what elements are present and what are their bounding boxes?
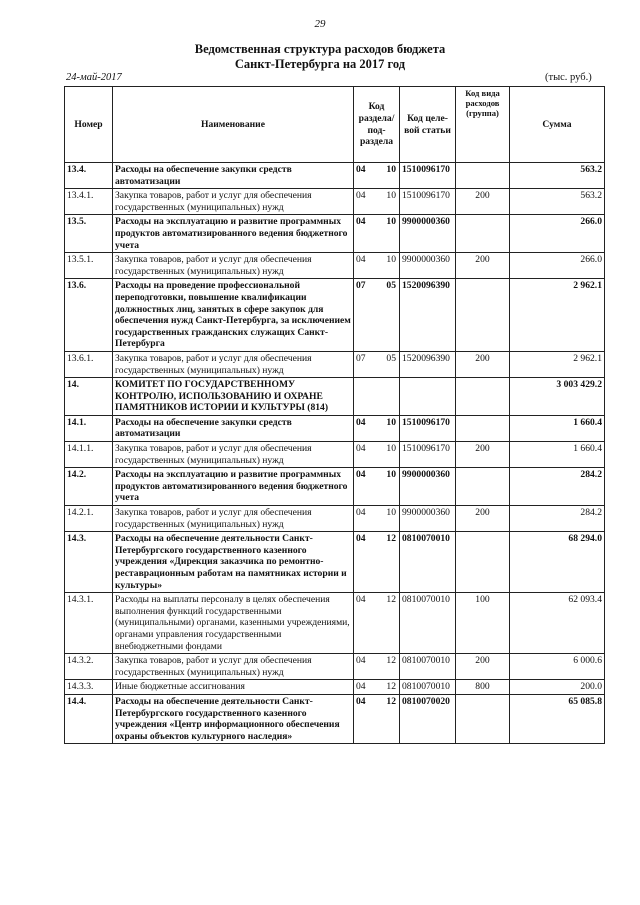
row-expense-group: 200 xyxy=(456,253,510,279)
row-target-code: 0810070020 xyxy=(400,694,456,743)
row-number: 13.5.1. xyxy=(65,253,113,279)
row-target-code: 1520096390 xyxy=(400,351,456,377)
subsection-code: 10 xyxy=(386,190,396,202)
subsection-code: 10 xyxy=(386,507,396,519)
section-code: 04 xyxy=(356,164,366,175)
section-code: 04 xyxy=(356,190,366,202)
table-header-row xyxy=(65,87,605,163)
subsection-code: 05 xyxy=(386,352,396,364)
row-name: Расходы на обеспечение закупки средств автоматизации xyxy=(113,163,354,189)
row-expense-group xyxy=(456,532,510,593)
row-sum: 200.0 xyxy=(510,680,605,695)
row-name: Закупка товаров, работ и услуг для обеспечения государственных (муниципальных) нужд xyxy=(113,442,354,468)
row-number: 13.4.1. xyxy=(65,189,113,215)
row-sum: 68 294.0 xyxy=(510,532,605,593)
table-row xyxy=(65,378,605,416)
row-sum: 2 962.1 xyxy=(510,351,605,377)
table-row xyxy=(65,654,605,680)
table-row xyxy=(65,468,605,506)
table-row xyxy=(65,442,605,468)
subsection-code: 12 xyxy=(386,695,396,707)
row-sum: 6 000.6 xyxy=(510,654,605,680)
row-number: 14.1. xyxy=(65,415,113,441)
row-name: Расходы на эксплуатацию и развитие программных продуктов автоматизированного ведения бюджетного учета xyxy=(113,468,354,506)
row-target-code: 9900000360 xyxy=(400,215,456,253)
row-sum: 284.2 xyxy=(510,468,605,506)
header-expense-group-code: Код вида расходов (группа) xyxy=(456,87,510,163)
table-row xyxy=(65,593,605,654)
row-target-code: 0810070010 xyxy=(400,654,456,680)
section-code: 07 xyxy=(356,352,366,364)
row-sum: 62 093.4 xyxy=(510,593,605,654)
row-section-code xyxy=(354,694,400,743)
row-expense-group: 800 xyxy=(456,680,510,695)
row-expense-group xyxy=(456,163,510,189)
row-name: Расходы на выплаты персоналу в целях обеспечения выполнения функций государственными (муниципальными) органами, казенными учреждениями, органами управления государственными внебюджетными фондами xyxy=(113,593,354,654)
subsection-code: 10 xyxy=(386,443,396,455)
row-name: Расходы на проведение профессиональной переподготовки, повышение квалификации должностных лиц, занятых в сфере закупок для обеспечения нужд Санкт-Петербурга, за исключением государственных гражданских служащих Санкт-Петербурга xyxy=(113,279,354,352)
table-row xyxy=(65,506,605,532)
row-expense-group xyxy=(456,215,510,253)
row-number: 14.3.1. xyxy=(65,593,113,654)
row-section-code xyxy=(354,532,400,593)
subsection-code: 12 xyxy=(386,594,396,606)
row-expense-group: 200 xyxy=(456,189,510,215)
units-label: (тыс. руб.) xyxy=(545,72,592,83)
row-name: Закупка товаров, работ и услуг для обеспечения государственных (муниципальных) нужд xyxy=(113,654,354,680)
row-number: 14.1.1. xyxy=(65,442,113,468)
row-sum: 3 003 429.2 xyxy=(510,378,605,416)
header-sum: Сумма xyxy=(510,87,605,163)
table-row xyxy=(65,532,605,593)
row-section-code xyxy=(354,680,400,695)
row-section-code xyxy=(354,189,400,215)
title-line-1: Ведомственная структура расходов бюджета xyxy=(194,42,446,56)
section-code: 04 xyxy=(356,416,366,428)
row-sum: 563.2 xyxy=(510,163,605,189)
row-target-code: 1510096170 xyxy=(400,442,456,468)
table-row xyxy=(65,415,605,441)
section-code: 04 xyxy=(356,655,366,667)
row-number: 14.3.3. xyxy=(65,680,113,695)
row-sum: 266.0 xyxy=(510,215,605,253)
row-sum: 1 660.4 xyxy=(510,415,605,441)
row-number: 13.5. xyxy=(65,215,113,253)
header-section-code: Код раздела/ под- раздела xyxy=(354,87,400,163)
subsection-code: 10 xyxy=(386,416,396,428)
row-number: 13.6.1. xyxy=(65,351,113,377)
section-code: 04 xyxy=(356,695,366,707)
subsection-code: 10 xyxy=(386,254,396,266)
row-section-code xyxy=(354,279,400,352)
row-sum: 266.0 xyxy=(510,253,605,279)
row-target-code: 9900000360 xyxy=(400,253,456,279)
row-number: 14. xyxy=(65,378,113,416)
row-number: 14.4. xyxy=(65,694,113,743)
row-expense-group xyxy=(456,378,510,416)
row-expense-group: 200 xyxy=(456,442,510,468)
row-expense-group: 100 xyxy=(456,593,510,654)
row-target-code: 0810070010 xyxy=(400,680,456,695)
subsection-code: 10 xyxy=(386,216,396,228)
row-number: 14.2.1. xyxy=(65,506,113,532)
row-name: Закупка товаров, работ и услуг для обеспечения государственных (муниципальных) нужд xyxy=(113,253,354,279)
section-code: 04 xyxy=(356,254,366,266)
section-code: 04 xyxy=(356,443,366,455)
table-row xyxy=(65,694,605,743)
section-code: 04 xyxy=(356,507,366,519)
document-title xyxy=(0,42,640,72)
table-row xyxy=(65,215,605,253)
row-expense-group: 200 xyxy=(456,506,510,532)
section-code: 04 xyxy=(356,533,366,545)
row-target-code: 1520096390 xyxy=(400,279,456,352)
row-section-code xyxy=(354,468,400,506)
row-target-code: 1510096170 xyxy=(400,189,456,215)
row-expense-group: 200 xyxy=(456,654,510,680)
section-code: 04 xyxy=(356,216,366,228)
subsection-code: 12 xyxy=(386,655,396,667)
row-section-code xyxy=(354,506,400,532)
page-number: 29 xyxy=(314,18,326,30)
row-number: 14.3. xyxy=(65,532,113,593)
row-section-code xyxy=(354,253,400,279)
row-expense-group xyxy=(456,415,510,441)
table-row xyxy=(65,680,605,695)
row-section-code xyxy=(354,415,400,441)
row-number: 14.3.2. xyxy=(65,654,113,680)
row-target-code: 1510096170 xyxy=(400,415,456,441)
row-section-code xyxy=(354,654,400,680)
section-code: 04 xyxy=(356,469,366,481)
row-name: КОМИТЕТ ПО ГОСУДАРСТВЕННОМУ КОНТРОЛЮ, ИСПОЛЬЗОВАНИЮ И ОХРАНЕ ПАМЯТНИКОВ ИСТОРИИ И КУЛЬТУРЫ (814) xyxy=(113,378,354,416)
header-number: Номер xyxy=(65,87,113,163)
section-code: 04 xyxy=(356,594,366,606)
row-name: Расходы на обеспечение закупки средств автоматизации xyxy=(113,415,354,441)
table-row xyxy=(65,279,605,352)
subsection-code: 05 xyxy=(386,280,396,292)
row-target-code: 9900000360 xyxy=(400,468,456,506)
row-section-code xyxy=(354,351,400,377)
row-name: Закупка товаров, работ и услуг для обеспечения государственных (муниципальных) нужд xyxy=(113,506,354,532)
row-expense-group xyxy=(456,279,510,352)
budget-table xyxy=(64,86,605,744)
subsection-code: 12 xyxy=(386,533,396,545)
row-name: Закупка товаров, работ и услуг для обеспечения государственных (муниципальных) нужд xyxy=(113,189,354,215)
row-expense-group xyxy=(456,694,510,743)
row-expense-group: 200 xyxy=(456,351,510,377)
header-target-code: Код целе- вой статьи xyxy=(400,87,456,163)
table-row xyxy=(65,253,605,279)
table-row xyxy=(65,189,605,215)
row-target-code: 0810070010 xyxy=(400,593,456,654)
header-name: Наименование xyxy=(113,87,354,163)
row-sum: 1 660.4 xyxy=(510,442,605,468)
table-row xyxy=(65,351,605,377)
row-target-code: 1510096170 xyxy=(400,163,456,189)
row-section-code xyxy=(354,378,400,416)
row-sum: 65 085.8 xyxy=(510,694,605,743)
row-sum: 284.2 xyxy=(510,506,605,532)
row-section-code xyxy=(354,442,400,468)
row-expense-group xyxy=(456,468,510,506)
table-body xyxy=(65,163,605,744)
row-section-code xyxy=(354,593,400,654)
row-target-code xyxy=(400,378,456,416)
subsection-code: 10 xyxy=(386,469,396,481)
row-sum: 2 962.1 xyxy=(510,279,605,352)
row-number: 13.6. xyxy=(65,279,113,352)
row-name: Расходы на обеспечение деятельности Санкт-Петербургского государственного казенного учреждения «Дирекция заказчика по ремонтно-реставрационным работам на памятниках истории и культуры» xyxy=(113,532,354,593)
table-row xyxy=(65,163,605,189)
row-number: 14.2. xyxy=(65,468,113,506)
subsection-code: 10 xyxy=(386,164,396,175)
row-name: Расходы на обеспечение деятельности Санкт-Петербургского государственного казенного учреждения «Центр информационного обеспечения охраны объектов культурного наследия» xyxy=(113,694,354,743)
row-name: Иные бюджетные ассигнования xyxy=(113,680,354,695)
row-section-code xyxy=(354,215,400,253)
row-name: Закупка товаров, работ и услуг для обеспечения государственных (муниципальных) нужд xyxy=(113,351,354,377)
row-target-code: 0810070010 xyxy=(400,532,456,593)
row-name: Расходы на эксплуатацию и развитие программных продуктов автоматизированного ведения бюджетного учета xyxy=(113,215,354,253)
row-target-code: 9900000360 xyxy=(400,506,456,532)
subsection-code: 12 xyxy=(386,681,396,693)
section-code: 07 xyxy=(356,280,366,292)
row-number: 13.4. xyxy=(65,163,113,189)
row-section-code xyxy=(354,163,400,189)
section-code: 04 xyxy=(356,681,366,693)
row-sum: 563.2 xyxy=(510,189,605,215)
title-line-2: Санкт-Петербурга на 2017 год xyxy=(234,57,406,71)
document-date: 24-май-2017 xyxy=(66,72,122,83)
